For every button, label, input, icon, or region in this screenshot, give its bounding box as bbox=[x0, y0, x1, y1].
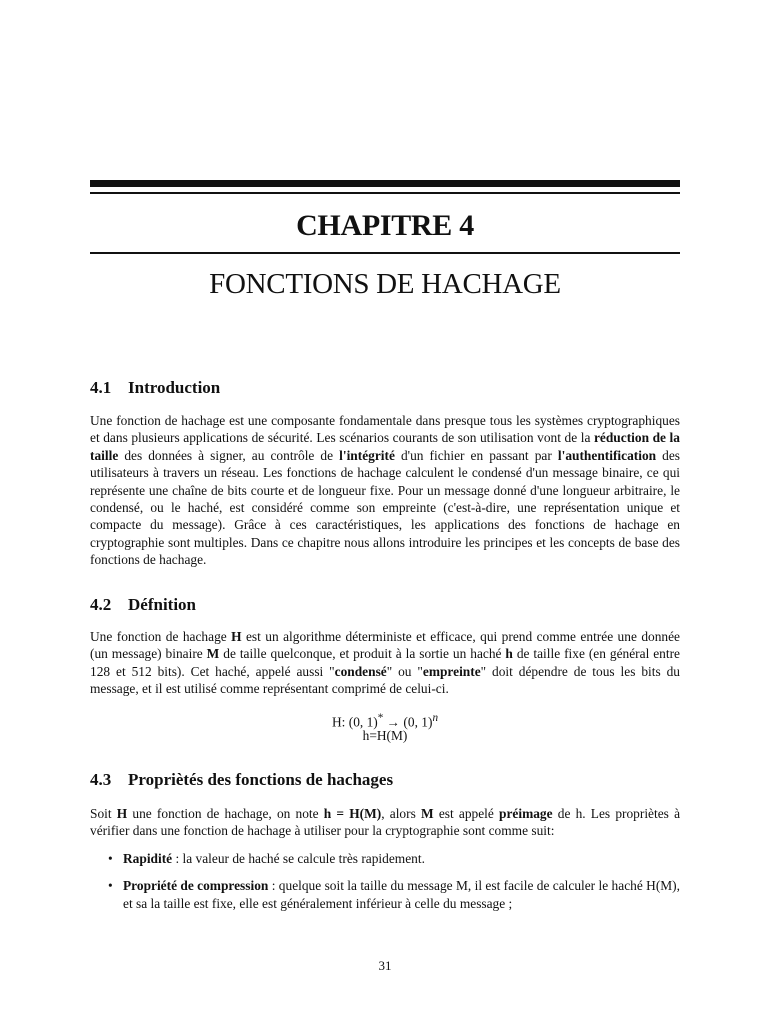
text-run: Une fonction de hachage bbox=[90, 629, 232, 644]
text-run: d'un fichier en passant par bbox=[394, 447, 558, 463]
section-paragraph-definition bbox=[90, 628, 680, 698]
formula-prefix: H: bbox=[331, 714, 349, 730]
section-heading-definition bbox=[90, 594, 680, 616]
document-page bbox=[90, 0, 680, 1024]
section-heading-introduction bbox=[90, 377, 680, 399]
list-item-text bbox=[123, 878, 680, 910]
list-item-text bbox=[123, 851, 425, 866]
bullet-dot: • bbox=[108, 878, 113, 894]
bold-term: h bbox=[505, 646, 513, 662]
list-item-rapidite bbox=[90, 850, 680, 867]
text-run: une fonction de hachage, on note bbox=[127, 806, 324, 821]
text-run: " doit dépendre de tous les bits du message, et il est utilisé comme représentant comprimé de celui-ci. bbox=[90, 663, 680, 697]
list-item-compression bbox=[90, 877, 680, 912]
section-heading-properties bbox=[90, 769, 680, 791]
bold-term: préimage bbox=[499, 806, 553, 821]
bold-term: Rapidité bbox=[123, 851, 173, 866]
chapter-title: FONCTIONS DE HACHAGE bbox=[209, 268, 561, 300]
section-number: 4.1 bbox=[90, 378, 112, 397]
bold-term: réduction de la taille bbox=[90, 430, 680, 463]
section-title: Défnition bbox=[128, 595, 196, 614]
text-run: est appelé bbox=[433, 806, 500, 821]
formula-star: * bbox=[377, 712, 384, 724]
text-run: : quelque soit la taille du message M, il est facile de calculer le haché H(M), et sa la taille est fixe, elle est généralement inférieur à celle du message ; bbox=[123, 878, 680, 911]
bold-term: Propriété de compression bbox=[123, 878, 269, 894]
text-run: est un algorithme déterministe et efficace, qui prend comme entrée une donnée (un message) binaire bbox=[90, 629, 680, 662]
chapter-rule-thick bbox=[90, 180, 680, 187]
bold-term: empreinte bbox=[422, 663, 481, 679]
section-paragraph-introduction bbox=[90, 412, 680, 569]
chapter-rule-thin-mid bbox=[90, 252, 680, 254]
text-run: des utilisateurs à travers un réseau. Les fonctions de hachage calculent le condensé d'un message binaire, ce qui représente une chaîne de bits courte et de longueur fixe. Pour un message donné d'une longueur arbitraire, le condensé, ou le haché, est considéré comme son empreinte (c'est-à-dire, une représentation unique et compacte du message). Grâce à ces caractéristiques, les applications des fonctions de hachage en cryptographie sont multiples. Dans ce chapitre nous allons introduire les principes et les concepts de base des fonctions de hachage. bbox=[90, 447, 681, 568]
text-run: Une fonction de hachage est une composante fondamentale dans presque tous les systèmes cryptographiques et dans plusieurs applications de sécurité. Les scénarios courants de son utilisation vont de la bbox=[90, 413, 680, 446]
bold-term: M bbox=[420, 806, 434, 821]
bold-term: H bbox=[231, 629, 242, 644]
page-number: 31 bbox=[378, 958, 392, 973]
properties-list bbox=[90, 850, 680, 922]
section-number: 4.2 bbox=[90, 595, 112, 614]
text-run: : la valeur de haché se calcule très rapidement. bbox=[172, 851, 425, 866]
formula-exponent-n: n bbox=[432, 712, 439, 724]
section-number: 4.3 bbox=[90, 770, 112, 789]
bold-term: l'intégrité bbox=[339, 447, 395, 463]
formula-arrow: → bbox=[383, 714, 404, 730]
text-run: Soit bbox=[90, 806, 117, 821]
chapter-label: CHAPITRE 4 bbox=[296, 209, 474, 242]
chapter-rule-thin-top bbox=[90, 192, 680, 194]
bold-term: H bbox=[116, 806, 128, 821]
bold-term: condensé bbox=[334, 663, 387, 679]
formula-domain: (0, 1) bbox=[348, 714, 378, 730]
formula-hash-definition: h=H(M) bbox=[362, 728, 408, 743]
bullet-dot: • bbox=[108, 851, 113, 866]
text-run: des données à signer, au contrôle de bbox=[118, 447, 340, 463]
text-run: de taille quelconque, et produit à la sortie un haché bbox=[219, 646, 506, 662]
section-paragraph-properties bbox=[90, 805, 680, 840]
text-run: " ou " bbox=[386, 663, 423, 679]
formula-codomain: (0, 1) bbox=[403, 714, 433, 730]
text-run: , alors bbox=[381, 806, 421, 821]
bold-term: l'authentification bbox=[557, 447, 657, 463]
text-run: de h. Les propriètes à vérifier dans une fonction de hachage à utiliser pour la cryptographie sont comme suit: bbox=[90, 806, 681, 839]
bold-term: h = H(M) bbox=[323, 806, 382, 821]
section-title: Introduction bbox=[128, 378, 221, 397]
bold-term: M bbox=[206, 646, 220, 662]
text-run: de taille fixe (en général entre 128 et 512 bits). Cet haché, appelé aussi " bbox=[90, 646, 680, 679]
section-title: Propriètés des fonctions de hachages bbox=[128, 770, 394, 789]
